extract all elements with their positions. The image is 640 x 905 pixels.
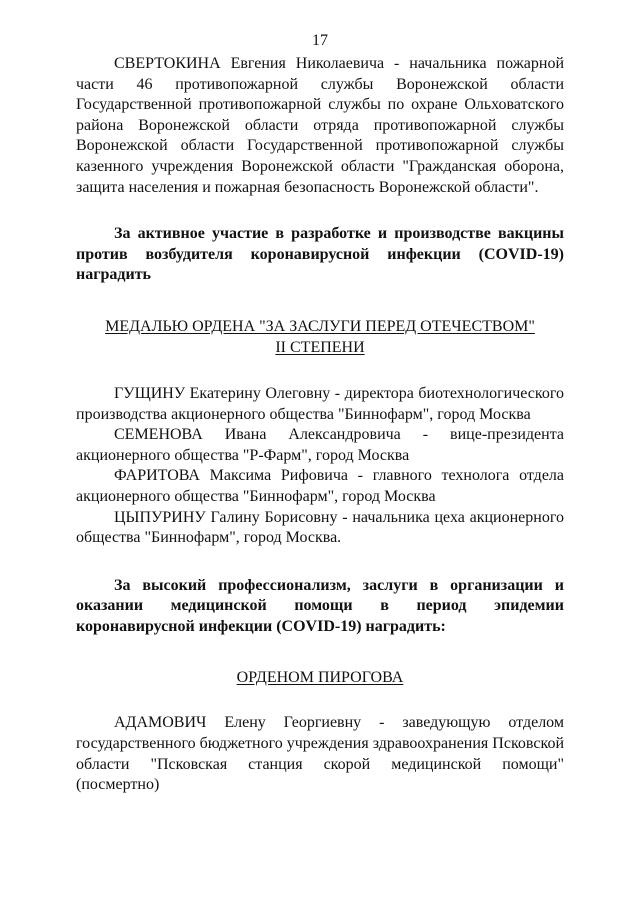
award-recipient-gushchina: ГУЩИНУ Екатерину Олеговну - директора биотехнологического производства акционерного общества "Биннофарм", город Москва xyxy=(76,384,564,423)
award-recipient-adamovich: АДАМОВИЧ Елену Георгиевну - заведующую отделом государственного бюджетного учреждения здравоохранения Псковской области "Псковская станция скорой медицинской помощи" (посмертно) xyxy=(76,714,564,794)
award-recipient-faritova: ФАРИТОВА Максима Рифовича - главного технолога отдела акционерного общества "Биннофарм", город Москва xyxy=(76,467,564,505)
award-heading-pirogov xyxy=(76,667,564,688)
document-body xyxy=(76,54,564,796)
page-number: 17 xyxy=(312,32,328,49)
section-intro-professionalism: За высокий профессионализм, заслуги в организации и оказании медицинской помощи в период эпидемии коронавирусной инфекции (COVID-19) наградить: xyxy=(76,576,564,635)
award-recipient-tsypurinu: ЦЫПУРИНУ Галину Борисовну - начальника цеха акционерного общества "Биннофарм", город Москва. xyxy=(76,508,564,547)
award-heading-medal xyxy=(76,316,564,358)
award-heading-medal-line1: МЕДАЛЬЮ ОРДЕНА "ЗА ЗАСЛУГИ ПЕРЕД ОТЕЧЕСТВОМ" xyxy=(105,317,535,335)
section-intro-vaccine: За активное участие в разработке и производстве вакцины против возбудителя коронавирусной инфекции (COVID-19) наградить xyxy=(76,225,564,284)
award-heading-medal-line2: II СТЕПЕНИ xyxy=(275,338,365,356)
award-heading-pirogov-text: ОРДЕНОМ ПИРОГОВА xyxy=(236,669,404,687)
award-recipient-svertokina: СВЕРТОКИНА Евгения Николаевича - начальника пожарной части 46 противопожарной службы Воронежской области Государственной противопожарной службы по охране Ольховатского района Воронежской области отряда противопожарной службы Воронежской области Государственной противопожарной службы казенного учреждения Воронежской области "Гражданская оборона, защита населения и пожарная безопасность Воронежской области". xyxy=(76,55,564,196)
award-recipient-semenova: СЕМЕНОВА Ивана Александровича - вице-президента акционерного общества "Р-Фарм", город Москва xyxy=(76,426,564,464)
